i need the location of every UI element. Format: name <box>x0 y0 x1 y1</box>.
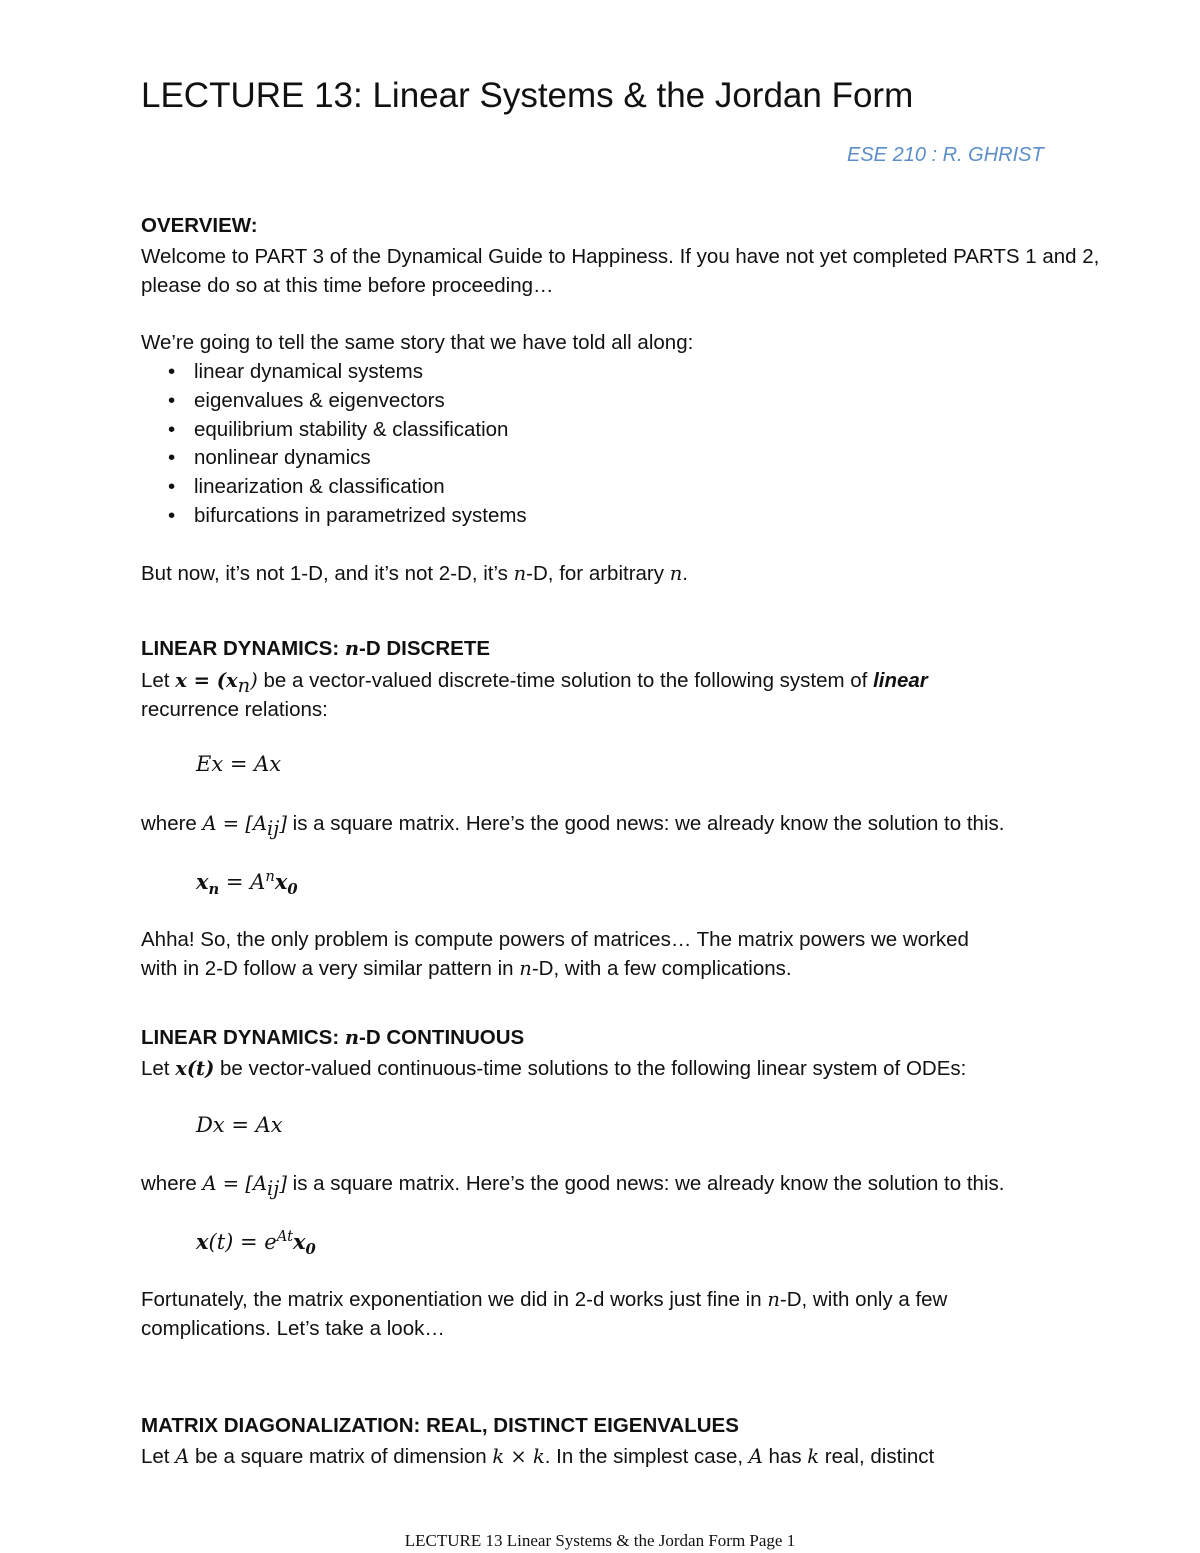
list-item: • nonlinear dynamics <box>141 444 527 473</box>
overview-story: We’re going to tell the same story that we have told all along: <box>141 331 694 354</box>
list-item: • linearization & classification <box>141 473 527 502</box>
discrete-ahha-line-1: Ahha! So, the only problem is compute powers of matrices… The matrix powers we worked <box>141 928 969 951</box>
course-label: ESE 210 : R. GHRIST <box>847 144 1044 166</box>
discrete-ahha-line-2: with in 2-D follow a very similar pattern in n-D, with a few complications. <box>141 957 792 980</box>
continuous-line-1: Let x(t) be vector-valued continuous-time solutions to the following linear system of ODEs: <box>141 1057 967 1080</box>
discrete-heading: LINEAR DYNAMICS: n-D DISCRETE <box>141 637 491 660</box>
overview-intro-line-1: Welcome to PART 3 of the Dynamical Guide to Happiness. If you have not yet completed PARTS 1 and 2, <box>141 245 1100 268</box>
discrete-where: where $A = [A_{ij}]$ is a square matrix. Here’s the good news: we already know the solution to this. <box>141 812 1005 841</box>
list-item: • linear dynamical systems <box>141 358 527 387</box>
list-item: • eigenvalues & eigenvectors <box>141 387 527 416</box>
discrete-solution: $x_n = A^nx_0$ <box>196 868 298 899</box>
diagonalization-line: Let A be a square matrix of dimension k × k. In the simplest case, A has k real, distinct <box>141 1445 935 1468</box>
continuous-where: where $A = [A_{ij}]$ is a square matrix. Here’s the good news: we already know the solution to this. <box>141 1172 1005 1201</box>
overview-heading: OVERVIEW: <box>141 214 258 237</box>
discrete-line-1: Let $x = (x_n)$ be a vector-valued discrete-time solution to the following system of linear <box>141 669 928 698</box>
list-item: • equilibrium stability & classification <box>141 416 527 445</box>
but-now-paragraph: But now, it’s not 1-D, and it’s not 2-D, it’s n-D, for arbitrary n. <box>141 562 688 585</box>
continuous-solution: $x(t) = e^{At}x_0$ <box>196 1228 316 1259</box>
list-item: • bifurcations in parametrized systems <box>141 502 527 531</box>
topic-list <box>141 358 527 531</box>
continuous-fortunately-line-2: complications. Let’s take a look… <box>141 1317 445 1340</box>
continuous-fortunately-line-1: Fortunately, the matrix exponentiation we did in 2-d works just fine in n-D, with only a few <box>141 1288 948 1311</box>
overview-intro-line-2: please do so at this time before proceeding… <box>141 274 554 297</box>
page-title: LECTURE 13: Linear Systems & the Jordan Form <box>141 76 914 115</box>
discrete-line-2: recurrence relations: <box>141 698 328 721</box>
page-footer: LECTURE 13 Linear Systems & the Jordan Form Page 1 <box>404 1531 796 1550</box>
continuous-equation: Dx = Ax <box>196 1113 283 1137</box>
diagonalization-heading: MATRIX DIAGONALIZATION: REAL, DISTINCT EIGENVALUES <box>141 1414 739 1437</box>
discrete-equation: Ex = Ax <box>196 752 282 776</box>
continuous-heading: LINEAR DYNAMICS: n-D CONTINUOUS <box>141 1026 525 1049</box>
